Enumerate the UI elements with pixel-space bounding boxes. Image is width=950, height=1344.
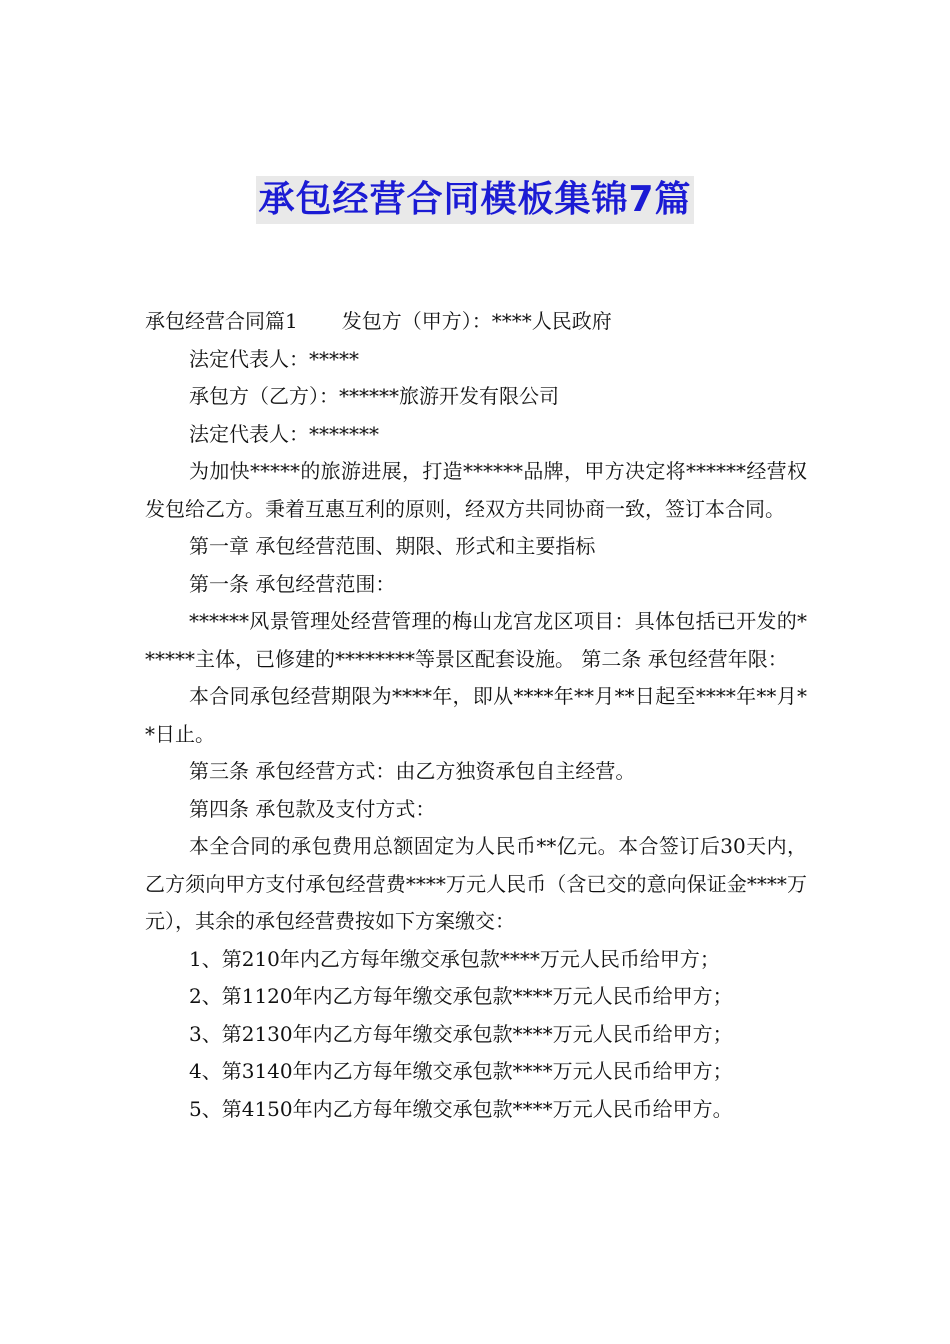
paragraph: 第一条 承包经营范围： xyxy=(189,571,396,596)
paragraph: 承包方（乙方）：******旅游开发有限公司 xyxy=(189,384,559,408)
paragraph: 第四条 承包款及支付方式： xyxy=(189,796,436,821)
paragraph: ******风景管理处经营管理的梅山龙宫龙区项目：具体包括已开发的******主体，已修建的********等景区配套设施。 第二条 承包经营年限： xyxy=(145,609,807,671)
paragraph: 本全合同的承包费用总额固定为人民币**亿元。本合签订后30天内，乙方须向甲方支付承包经营费****万元人民币（含已交的意向保证金****万元），其余的承包经营费按如下方案缴交： xyxy=(145,834,807,933)
paragraph: 第一章 承包经营范围、期限、形式和主要指标 xyxy=(189,534,596,558)
list-item: 2、第1120年内乙方每年缴交承包款****万元人民币给甲方； xyxy=(189,984,733,1008)
paragraph: 法定代表人：******* xyxy=(189,421,379,446)
paragraph: 为加快*****的旅游进展，打造******品牌，甲方决定将******经营权发包给乙方。秉着互惠互利的原则，经双方共同协商一致，签订本合同。 xyxy=(145,459,807,521)
party-a-line: 发包方（甲方）：****人民政府 xyxy=(341,309,612,333)
document-title: 承包经营合同模板集锦7篇 xyxy=(256,176,693,224)
document-body xyxy=(145,303,807,1128)
list-item: 1、第210年内乙方每年缴交承包款****万元人民币给甲方； xyxy=(189,946,720,971)
title-container xyxy=(0,176,950,224)
list-item: 3、第2130年内乙方每年缴交承包款****万元人民币给甲方； xyxy=(189,1021,733,1046)
paragraph: 法定代表人：***** xyxy=(189,346,359,371)
paragraph: 本合同承包经营期限为****年，即从****年**月**日起至****年**月**日止。 xyxy=(145,684,807,746)
first-line xyxy=(145,303,807,341)
list-item: 4、第3140年内乙方每年缴交承包款****万元人民币给甲方； xyxy=(189,1059,733,1083)
section-heading: 承包经营合同篇1 xyxy=(145,309,298,333)
paragraph: 第三条 承包经营方式：由乙方独资承包自主经营。 xyxy=(189,759,636,783)
list-item: 5、第4150年内乙方每年缴交承包款****万元人民币给甲方。 xyxy=(189,1096,733,1121)
